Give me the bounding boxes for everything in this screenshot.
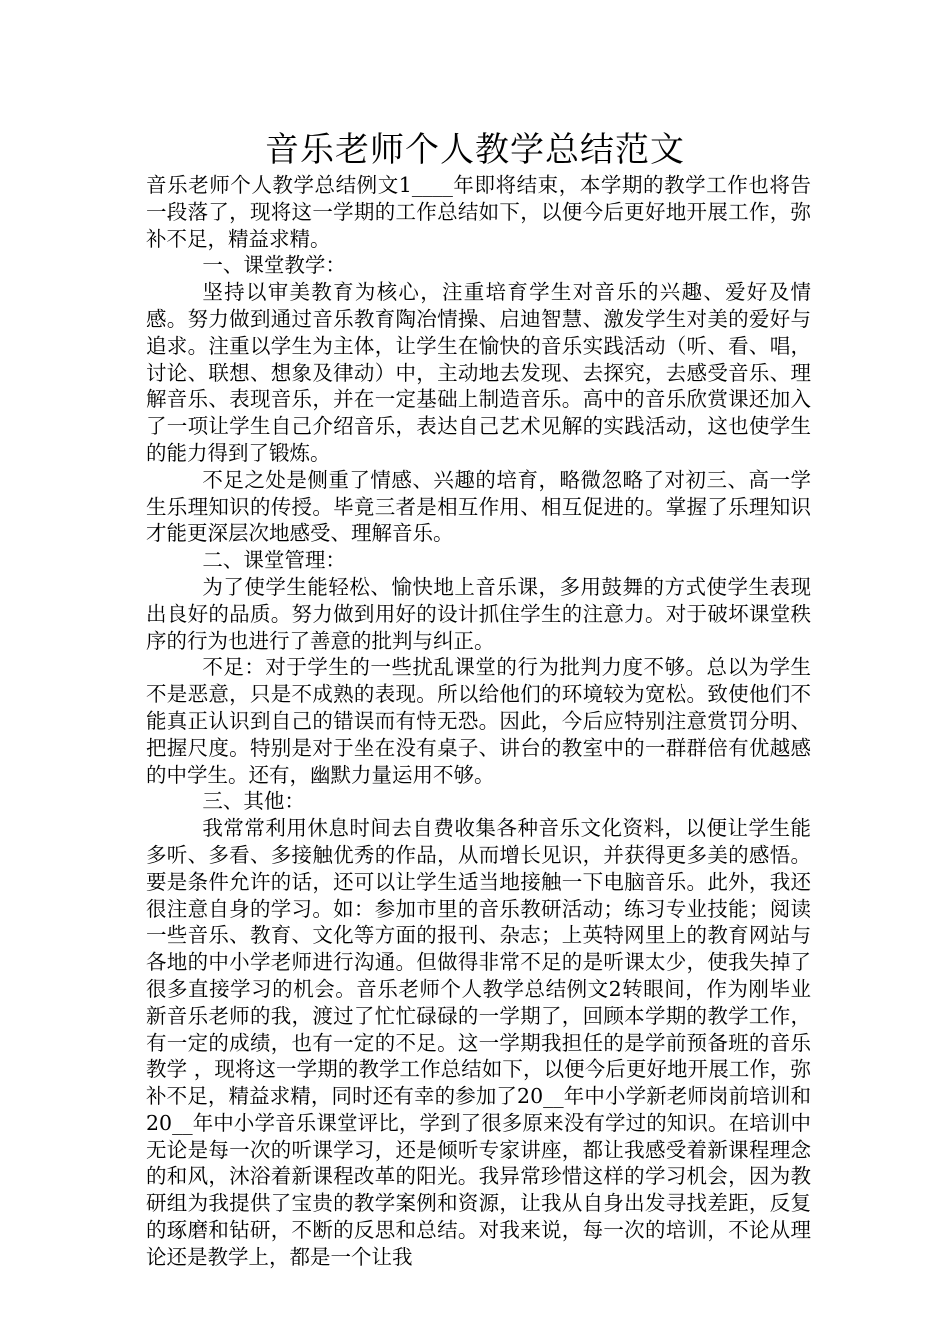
section-heading-other: 三、其他： — [202, 789, 305, 814]
intro-paragraph: 音乐老师个人教学总结例文1____年即将结束，本学期的教学工作也将告一段落了，现将这一学期的工作总结如下，以便今后更好地开展工作，弥补不足，精益求精。 — [146, 173, 811, 251]
body-paragraph: 不足：对于学生的一些扰乱课堂的行为批判力度不够。总以为学生不是恶意，只是不成熟的表现。所以给他们的环境较为宽松。致使他们不能真正认识到自己的错误而有恃无恐。因此，今后应特别注意赏罚分明、把握尺度。特别是对于坐在没有桌子、讲台的教室中的一群群倍有优越感的中学生。还有，幽默力量运用不够。 — [146, 655, 811, 787]
body-paragraph: 不足之处是侧重了情感、兴趣的培育，略微忽略了对初三、高一学生乐理知识的传授。毕竟三者是相互作用、相互促进的。掌握了乐理知识才能更深层次地感受、理解音乐。 — [146, 467, 811, 546]
document-title: 音乐老师个人教学总结范文 — [265, 130, 685, 170]
document-body — [146, 172, 811, 1271]
body-paragraph: 坚持以审美教育为核心，注重培育学生对音乐的兴趣、爱好及情感。努力做到通过音乐教育陶冶情操、启迪智慧、激发学生对美的爱好与追求。注重以学生为主体，让学生在愉快的音乐实践活动（听、看、唱，讨论、联想、想象及律动）中，主动地去发现、去探究，去感受音乐、理解音乐、表现音乐，并在一定基础上制造音乐。高中的音乐欣赏课还加入了一项让学生自己介绍音乐，表达自己艺术见解的实践活动，这也使学生的能力得到了锻炼。 — [146, 280, 811, 465]
body-paragraph: 我常常利用休息时间去自费收集各种音乐文化资料，以便让学生能多听、多看、多接触优秀的作品，从而增长见识，并获得更多美的感悟。要是条件允许的话，还可以让学生适当地接触一下电脑音乐。此外，我还很注意自身的学习。如：参加市里的音乐教研活动；练习专业技能；阅读一些音乐、教育、文化等方面的报刊、杂志；上英特网里上的教育网站与各地的中小学老师进行沟通。但做得非常不足的是听课太少，使我失掉了很多直接学习的机会。音乐老师个人教学总结例文2转眼间，作为刚毕业新音乐老师的我，渡过了忙忙碌碌的一学期了，回顾本学期的教学工作，有一定的成绩，也有一定的不足。这一学期我担任的是学前预备班的音乐教学 ，现将这一学期的教学工作总结如下，以便今后更好地开展工作，弥补不足，精益求精，同时还有幸的参加了20__年中小学新老师岗前培训和20__年中小学音乐课堂评比，学到了很多原来没有学过的知识。在培训中无论是每一次的听课学习，还是倾听专家讲座，都让我感受着新课程理念的和风，沐浴着新课程改革的阳光。我异常珍惜这样的学习机会，因为教研组为我提供了宝贵的教学案例和资源，让我从自身出发寻找差距，反复的琢磨和钻研，不断的反思和总结。对我来说，每一次的培训，不论从理论还是教学上，都是一个让我 — [146, 816, 811, 1269]
section-heading-classroom-teaching: 一、课堂教学： — [202, 253, 346, 278]
section-heading-classroom-management: 二、课堂管理： — [202, 548, 346, 573]
body-paragraph: 为了使学生能轻松、愉快地上音乐课，多用鼓舞的方式使学生表现出良好的品质。努力做到用好的设计抓住学生的注意力。对于破坏课堂秩序的行为也进行了善意的批判与纠正。 — [146, 574, 811, 653]
